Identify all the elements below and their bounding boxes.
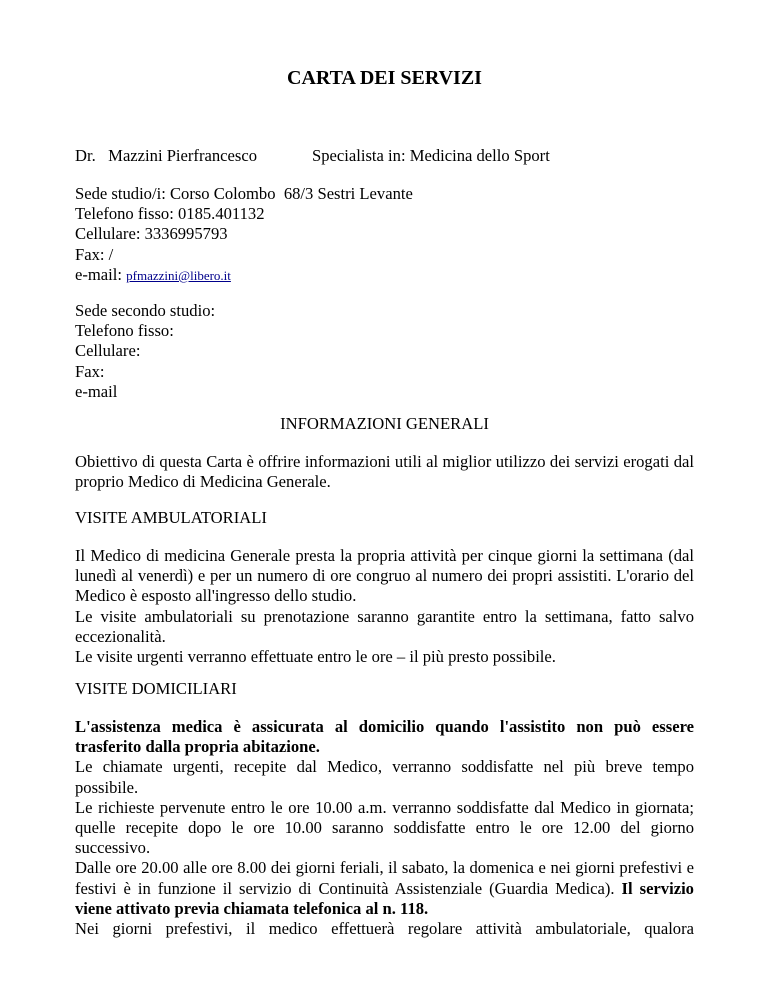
doctor-line — [75, 146, 694, 166]
doctor-name: Dr. Mazzini Pierfrancesco — [75, 146, 257, 165]
ambulatoriali-paragraph-3: Le visite urgenti verranno effettuate entro le ore – il più presto possibile. — [75, 647, 556, 667]
studio-2-phone: Telefono fisso: — [75, 321, 174, 341]
domiciliari-section — [75, 717, 694, 939]
studio-2-address: Sede secondo studio: — [75, 301, 216, 320]
studio-1-email-label: e-mail: — [75, 264, 127, 284]
domiciliari-bold-intro — [75, 717, 694, 757]
info-paragraph: Obiettivo di questa Carta è offrire informazioni utili al miglior utilizzo dei servizi erogati dal proprio Medico di Medicina Generale. — [75, 452, 694, 492]
studio-1-email-link[interactable]: pfmazzini@libero.it — [126, 267, 231, 283]
ambulatoriali-paragraph-1: Il Medico di medicina Generale presta la propria attività per cinque giorni la settimana (dal lunedì al venerdì) e per un numero di ore congruo al numero dei propri assistiti. L'orario del Medico è esposto all'ingresso dello studio. — [75, 546, 694, 606]
domiciliari-paragraph-1: Le chiamate urgenti, recepite dal Medico, verranno soddisfatte nel più breve tempo possibile. — [75, 757, 694, 797]
studio-2-mobile: Cellulare: — [75, 341, 141, 361]
ambulatoriali-heading: VISITE AMBULATORIALI — [75, 508, 267, 527]
info-heading: INFORMAZIONI GENERALI — [280, 414, 489, 433]
domiciliari-p3-text: Dalle ore 20.00 alle ore 8.00 dei giorni feriali, il sabato, la domenica e nei giorni prefestivi e festivi è in funzione il servizio di Continuità Assistenziale (Guardia Medica). — [75, 858, 694, 898]
domiciliari-heading: VISITE DOMICILIARI — [75, 679, 237, 698]
studio-1-address: Sede studio/i: Corso Colombo 68/3 Sestri Levante — [75, 184, 413, 203]
studio-1-block — [75, 184, 694, 286]
studio-1-mobile: Cellulare: 3336995793 — [75, 224, 228, 244]
studio-2-fax: Fax: — [75, 361, 105, 381]
studio-1-email-line — [75, 265, 694, 286]
domiciliari-intro-text: L'assistenza medica è assicurata al domicilio quando l'assistito non può essere trasferito dalla propria abitazione. — [75, 717, 694, 757]
studio-1-phone: Telefono fisso: 0185.401132 — [75, 204, 265, 224]
domiciliari-paragraph-4: Nei giorni prefestivi, il medico effettuerà regolare attività ambulatoriale, qualora — [75, 919, 694, 939]
doctor-specialty: Specialista in: Medicina dello Sport — [312, 146, 550, 165]
ambulatoriali-paragraph-2: Le visite ambulatoriali su prenotazione saranno garantite entro la settimana, fatto salvo eccezionalità. — [75, 606, 694, 646]
domiciliari-paragraph-2: Le richieste pervenute entro le ore 10.00 a.m. verranno soddisfatte dal Medico in giornata; quelle recepite dopo le ore 10.00 saranno soddisfatte entro le ore 12.00 del giorno successivo. — [75, 797, 694, 858]
domiciliari-paragraph-3 — [75, 858, 694, 919]
studio-1-fax: Fax: / — [75, 244, 114, 264]
studio-2-block — [75, 301, 694, 402]
ambulatoriali-section — [75, 546, 694, 667]
studio-2-email: e-mail — [75, 381, 118, 401]
domiciliari-p3-bold: Il servizio viene attivato previa chiamata telefonica al n. 118. — [75, 878, 694, 918]
document-title: CARTA DEI SERVIZI — [287, 67, 482, 89]
